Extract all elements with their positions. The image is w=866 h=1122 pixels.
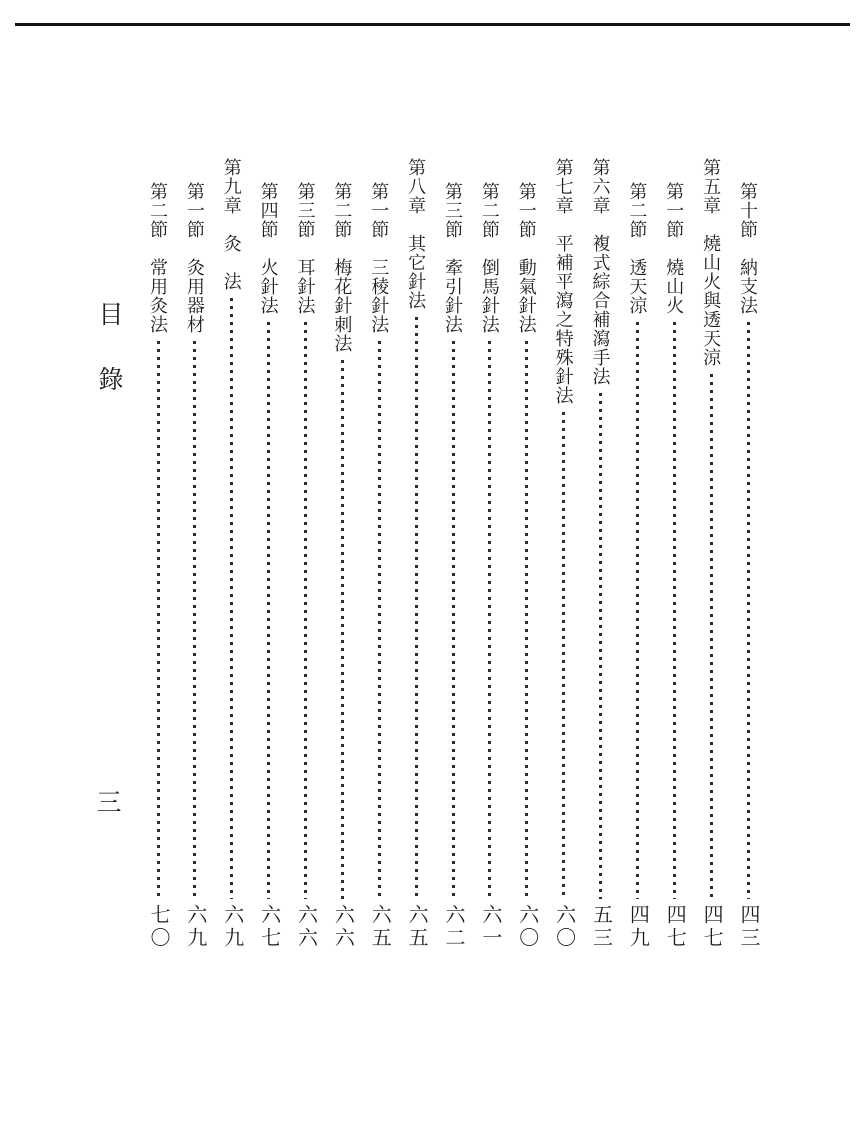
dot-leader bbox=[157, 341, 160, 899]
dot-leader bbox=[378, 341, 381, 899]
top-rule-divider bbox=[15, 23, 850, 26]
toc-entry-page: 六六 bbox=[294, 904, 317, 950]
toc-entry-page: 六二 bbox=[442, 904, 464, 950]
dot-leader bbox=[636, 322, 639, 899]
toc-entry-title: 第一節 燒山火 bbox=[664, 182, 685, 315]
dot-leader bbox=[673, 322, 676, 899]
toc-entry bbox=[514, 158, 540, 950]
dot-leader bbox=[267, 322, 270, 899]
toc-entry-page: 六九 bbox=[183, 904, 206, 950]
toc-entry bbox=[440, 158, 466, 950]
toc-entry-page: 四九 bbox=[626, 904, 649, 950]
toc-entry-title: 第二節 常用灸法 bbox=[148, 182, 168, 334]
toc-entry bbox=[624, 158, 650, 950]
toc-entry-page: 六〇 bbox=[552, 904, 575, 950]
dot-leader bbox=[415, 317, 418, 899]
dot-leader bbox=[525, 341, 528, 899]
toc-entry-title: 第二節 梅花針刺法 bbox=[332, 182, 353, 353]
toc-entry-page: 六七 bbox=[257, 904, 280, 950]
toc-entry bbox=[698, 158, 724, 950]
toc-entry-page: 五三 bbox=[589, 904, 612, 950]
toc-entry-title: 第三節 耳針法 bbox=[295, 182, 316, 315]
toc-entry-title: 第一節 灸用器材 bbox=[184, 182, 205, 334]
toc-entry-page: 六〇 bbox=[515, 904, 538, 950]
dot-leader bbox=[488, 341, 491, 899]
toc-entry bbox=[145, 158, 171, 950]
toc-entry-title: 第四節 火針法 bbox=[258, 182, 279, 315]
toc-entry-page: 四七 bbox=[700, 904, 723, 950]
toc-entry-title: 第二節 倒馬針法 bbox=[479, 182, 500, 334]
toc-entry bbox=[366, 158, 392, 950]
dot-leader bbox=[193, 341, 196, 899]
dot-leader bbox=[710, 374, 713, 899]
toc-entry-page: 六五 bbox=[368, 904, 391, 950]
toc-entry-page: 六五 bbox=[405, 904, 428, 950]
toc-entry bbox=[477, 158, 503, 950]
toc-entry bbox=[329, 158, 355, 950]
toc-entry-title: 第六章 複式綜合補瀉手法 bbox=[590, 158, 611, 386]
dot-leader bbox=[747, 322, 750, 899]
toc-entry bbox=[551, 158, 577, 950]
toc-entry-title: 第九章 灸 法 bbox=[221, 158, 242, 291]
toc-entry-title: 第一節 三稜針法 bbox=[369, 182, 390, 334]
dot-leader bbox=[562, 412, 565, 899]
toc-entry-page: 六一 bbox=[478, 904, 501, 950]
toc-entry-title: 第八章 其它針法 bbox=[406, 158, 427, 310]
toc-entries bbox=[145, 158, 761, 950]
page-title: 目錄 bbox=[95, 301, 122, 431]
toc-entry bbox=[735, 158, 761, 950]
toc-entry bbox=[293, 158, 319, 950]
toc-entry-title: 第七章 平補平瀉之特殊針法 bbox=[553, 158, 574, 405]
toc-entry-title: 第三節 牽引針法 bbox=[443, 182, 463, 334]
toc-entry-title: 第二節 透天涼 bbox=[627, 182, 648, 315]
toc-entry-page: 四三 bbox=[737, 904, 759, 950]
dot-leader bbox=[599, 393, 602, 899]
toc-entry-title: 第十節 納支法 bbox=[738, 182, 758, 315]
dot-leader bbox=[341, 360, 344, 899]
toc-entry bbox=[403, 158, 429, 950]
dot-leader bbox=[304, 322, 307, 899]
toc-entry bbox=[588, 158, 614, 950]
toc-entry bbox=[182, 158, 208, 950]
dot-leader bbox=[230, 298, 233, 899]
dot-leader bbox=[452, 341, 455, 899]
toc-entry-page: 七〇 bbox=[147, 904, 169, 950]
toc-entry-page: 四七 bbox=[663, 904, 686, 950]
toc-entry bbox=[256, 158, 282, 950]
toc-entry-title: 第五章 燒山火與透天涼 bbox=[701, 158, 722, 367]
toc-entry-page: 六九 bbox=[220, 904, 243, 950]
toc-entry-title: 第一節 動氣針法 bbox=[516, 182, 537, 334]
toc-entry-page: 六六 bbox=[331, 904, 354, 950]
folio-page-number: 三 bbox=[93, 789, 120, 814]
toc-entry bbox=[661, 158, 687, 950]
toc-entry bbox=[219, 158, 245, 950]
